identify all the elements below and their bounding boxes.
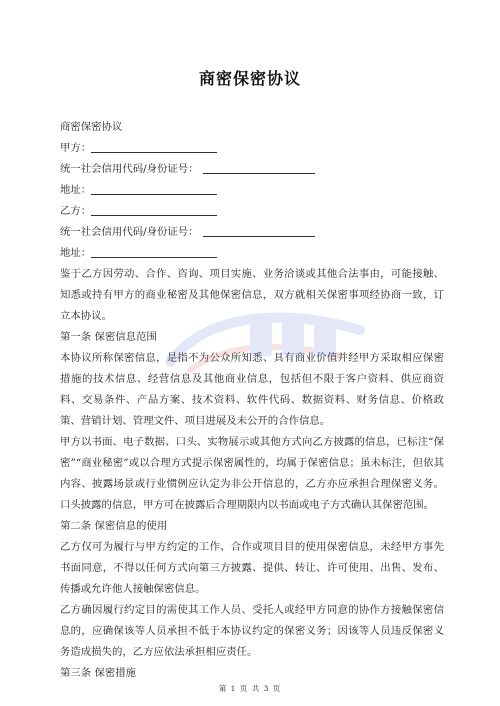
document-title: 商密保密协议 [198,69,301,88]
article-1-paragraph-2: 甲方以书面、电子数据、口头、实物展示或其他方式向乙方披露的信息，已标注“保密”“商业秘密”或以合理方式提示保密属性的，均属于保密信息；虽未标注，但依其内容、披露场景或行业惯例应认定为非公开信息的，乙方亦应承担合理保密义务。口头披露的信息，甲方可在披露后合理期限内以书面或电子方式确认其保密范围。 [60,436,444,511]
party-a-address-row [60,180,444,201]
party-a-label: 甲方： [60,142,92,154]
party-b-credit-blank[interactable] [203,223,315,237]
preamble-paragraph: 鉴于乙方因劳动、合作、咨询、项目实施、业务洽谈或其他合法事由，可能接触、知悉或持有甲方的商业秘密及其他保密信息，双方就相关保密事项经协商一致，订立本协议。 [60,268,444,322]
party-a-blank[interactable] [91,139,217,153]
party-b-address-label: 地址： [60,247,92,259]
party-b-row [60,201,444,222]
article-1-heading: 第一条 保密信息范围 [60,331,157,343]
article-2-paragraph-1: 乙方仅可为履行与甲方约定的工作、合作或项目目的使用保密信息，未经甲方事先书面同意，不得以任何方式向第三方披露、提供、转让、许可使用、出售、发布、传播或允许他人接触保密信息。 [60,541,444,595]
article-1-paragraph-1: 本协议所称保密信息，是指不为公众所知悉、具有商业价值并经甲方采取相应保密措施的技术信息、经营信息及其他商业信息，包括但不限于客户资料、供应商资料、交易条件、产品方案、技术资料、软件代码、数据资料、财务信息、价格政策、营销计划、管理文件、项目进展及未公开的合作信息。 [60,352,444,427]
party-b-credit-label: 统一社会信用代码/身份证号： [60,226,199,238]
page-number: 第 1 页 共 3 页 [218,684,282,693]
party-a-credit-label: 统一社会信用代码/身份证号： [60,163,199,175]
party-b-blank[interactable] [91,202,217,216]
party-b-address-blank[interactable] [91,244,217,258]
party-a-row [60,138,444,159]
article-3-heading: 第三条 保密措施 [60,667,137,679]
party-a-credit-row [60,159,444,180]
party-a-address-label: 地址： [60,184,92,196]
party-b-credit-row [60,222,444,243]
party-b-label: 乙方： [60,205,92,217]
party-a-address-blank[interactable] [91,181,217,195]
document-body [60,117,444,684]
agreement-name: 商密保密协议 [60,121,123,133]
article-2-heading: 第二条 保密信息的使用 [60,520,168,532]
party-a-credit-blank[interactable] [203,160,315,174]
article-2-paragraph-2: 乙方确因履行约定目的需使其工作人员、受托人或经甲方同意的协作方接触保密信息的，应确保该等人员承担不低于本协议约定的保密义务；因该等人员违反保密义务造成损失的，乙方应依法承担相应责任。 [60,604,444,658]
party-b-address-row [60,243,444,264]
